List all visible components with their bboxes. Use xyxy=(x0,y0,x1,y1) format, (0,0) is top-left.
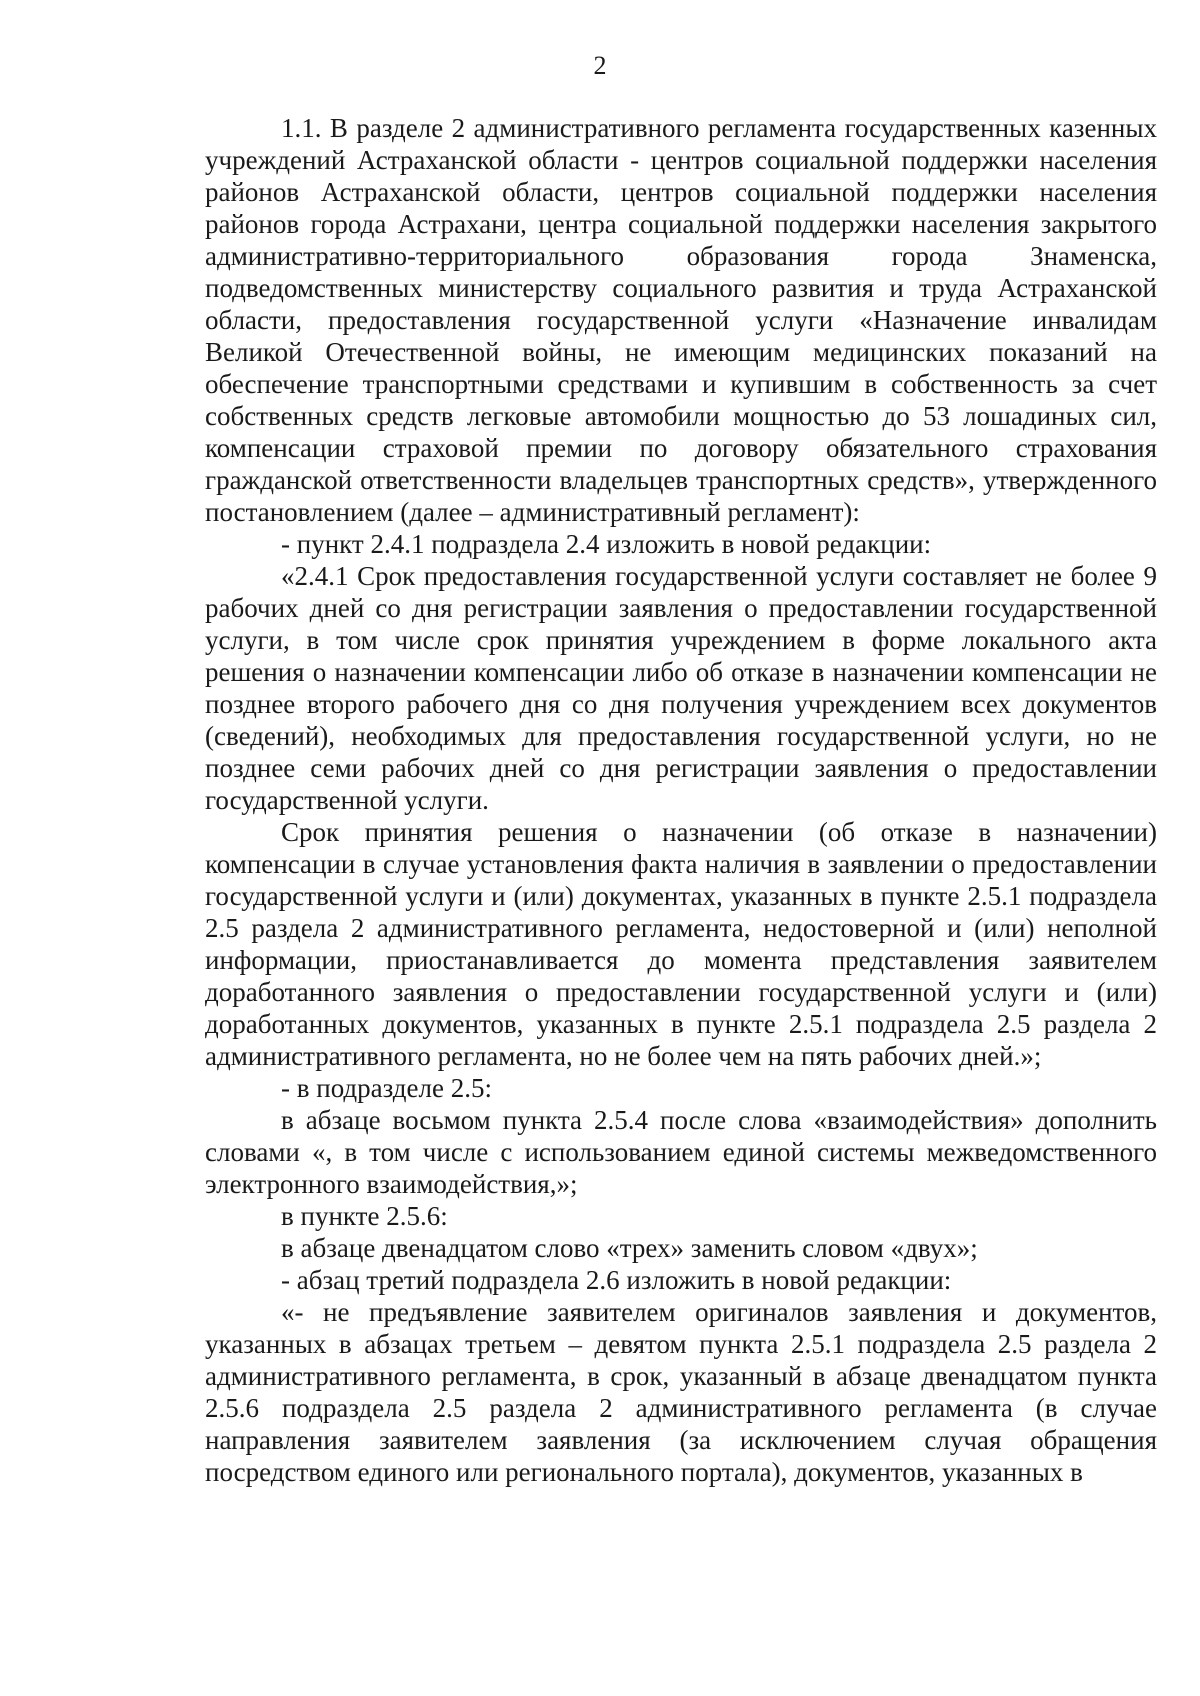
paragraph-subsection-2-6-instruction: - абзац третий подраздела 2.6 изложить в новой редакции: xyxy=(281,1265,952,1295)
paragraph-2-5-4-amendment: в абзаце восьмом пункта 2.5.4 после слова «взаимодействия» дополнить словами «, в том числе с использованием единой системы межведомственного электронного взаимодействия,»; xyxy=(205,1105,1157,1199)
document-body xyxy=(205,112,1157,1488)
paragraph-item-2-4-1-text: «2.4.1 Срок предоставления государственной услуги составляет не более 9 рабочих дней со дня регистрации заявления о предоставлении государственной услуги, в том числе срок принятия учреждением в форме локального акта решения о назначении компенсации либо об отказе в назначении компенсации не позднее второго рабочего дня со дня получения учреждением всех документов (сведений), необходимых для предоставления государственной услуги, но не позднее семи рабочих дней со дня регистрации заявления о предоставлении государственной услуги. xyxy=(205,561,1157,815)
paragraph-subsection-2-5: - в подразделе 2.5: xyxy=(281,1073,492,1103)
paragraph-decision-deadline: Срок принятия решения о назначении (об отказе в назначении) компенсации в случае установления факта наличия в заявлении о предоставлении государственной услуги и (или) документах, указанных в пункте 2.5.1 подраздела 2.5 раздела 2 административного регламента, недостоверной и (или) неполной информации, приостанавливается до момента представления заявителем доработанного заявления о предоставлении государственной услуги и (или) доработанных документов, указанных в пункте 2.5.1 подраздела 2.5 раздела 2 административного регламента, но не более чем на пять рабочих дней.»; xyxy=(205,817,1157,1071)
paragraph-2-5-6-amendment: в абзаце двенадцатом слово «трех» заменить словом «двух»; xyxy=(281,1233,978,1263)
paragraph-intro: 1.1. В разделе 2 административного регламента государственных казенных учреждений Астраханской области - центров социальной поддержки населения районов Астраханской области, центров социальной поддержки населения районов города Астрахани, центра социальной поддержки населения закрытого административно-территориального образования города Знаменска, подведомственных министерству социального развития и труда Астраханской области, предоставления государственной услуги «Назначение инвалидам Великой Отечественной войны, не имеющим медицинских показаний на обеспечение транспортными средствами и купившим в собственность за счет собственных средств легковые автомобили мощностью до 53 лошадиных сил, компенсации страховой премии по договору обязательного страхования гражданской ответственности владельцев транспортных средств», утвержденного постановлением (далее – административный регламент): xyxy=(205,113,1157,527)
paragraph-item-2-5-6: в пункте 2.5.6: xyxy=(281,1201,448,1231)
page-number: 2 xyxy=(593,51,607,80)
paragraph-item-2-4-1-instruction: - пункт 2.4.1 подраздела 2.4 изложить в новой редакции: xyxy=(281,529,932,559)
paragraph-subsection-2-6-text: «- не предъявление заявителем оригиналов заявления и документов, указанных в абзацах третьем – девятом пункта 2.5.1 подраздела 2.5 раздела 2 административного регламента, в срок, указанный в абзаце двенадцатом пункта 2.5.6 подраздела 2.5 раздела 2 административного регламента (в случае направления заявителем заявления (за исключением случая обращения посредством единого или регионального портала), документов, указанных в xyxy=(205,1297,1157,1487)
